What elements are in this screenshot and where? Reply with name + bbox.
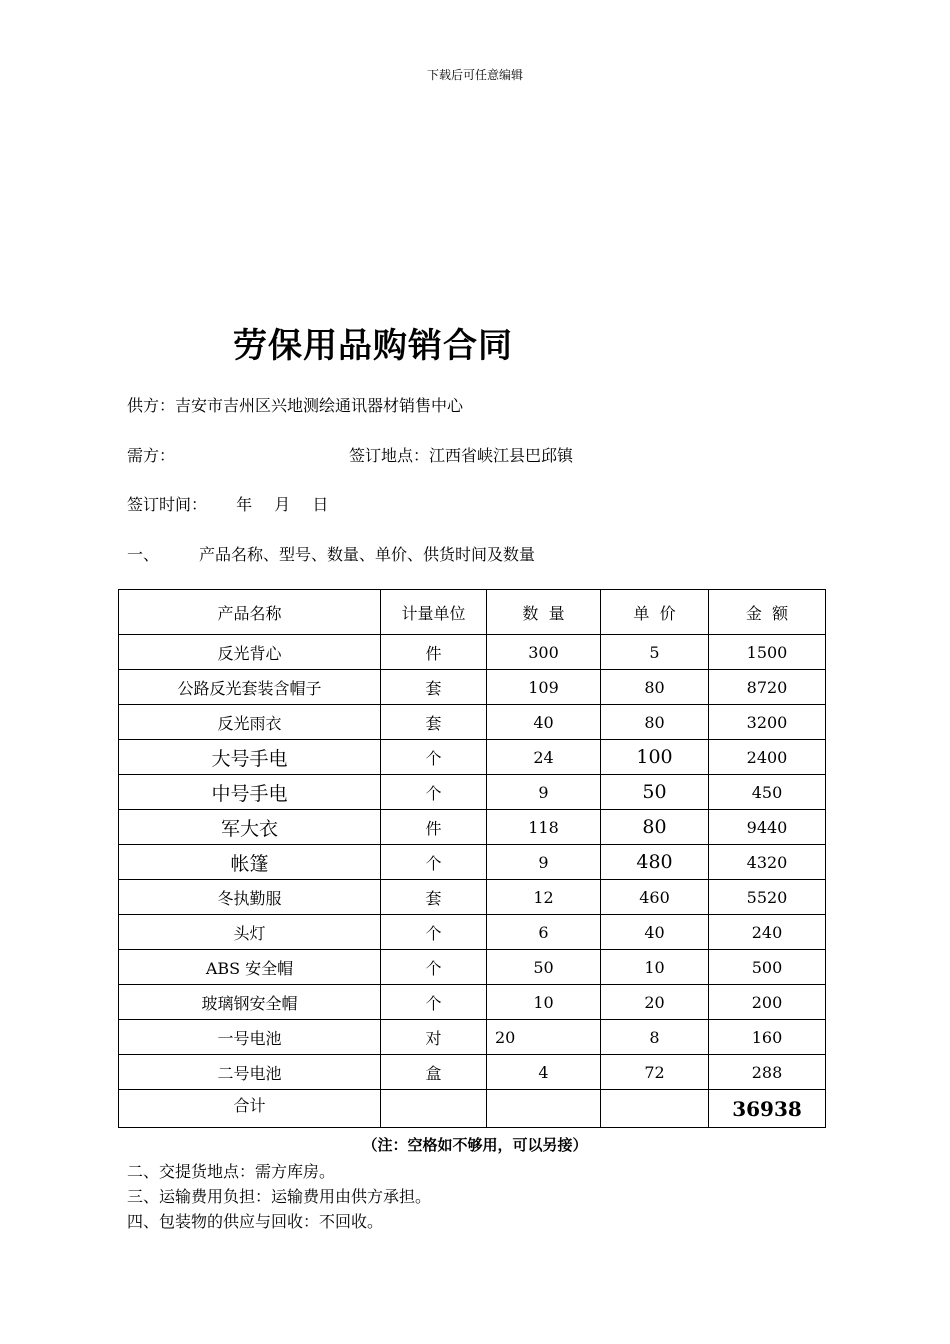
- cell-quantity: 12: [487, 880, 601, 915]
- month-label: 月: [274, 495, 291, 514]
- header-quantity: 数 量: [487, 590, 601, 635]
- cell-quantity: 9: [487, 775, 601, 810]
- cell-product: 中号手电: [119, 775, 381, 810]
- cell-amount: 8720: [709, 670, 826, 705]
- cell-product: 公路反光套装含帽子: [119, 670, 381, 705]
- cell-unit: 盒: [381, 1055, 487, 1090]
- table-row: [119, 705, 826, 740]
- cell-price: 80: [601, 670, 709, 705]
- cell-amount: 5520: [709, 880, 826, 915]
- cell-quantity: 20: [487, 1020, 601, 1055]
- cell-quantity: 6: [487, 915, 601, 950]
- cell-price: 5: [601, 635, 709, 670]
- cell-product: 一号电池: [119, 1020, 381, 1055]
- cell-unit: 个: [381, 985, 487, 1020]
- day-label: 日: [312, 495, 329, 514]
- contract-title: 劳保用品购销合同: [233, 326, 513, 366]
- cell-price: 80: [601, 810, 709, 845]
- cell-unit: 个: [381, 950, 487, 985]
- table-note: （注：空格如不够用，可以另接）: [362, 1136, 588, 1154]
- total-value: 36938: [709, 1090, 826, 1128]
- cell-price: 100: [601, 740, 709, 775]
- cell-amount: 200: [709, 985, 826, 1020]
- table-row: [119, 670, 826, 705]
- clause-4: 四、包装物的供应与回收：不回收。: [127, 1212, 384, 1231]
- empty-cell: [487, 1090, 601, 1128]
- signing-time-line: [127, 492, 345, 515]
- cell-unit: 件: [381, 635, 487, 670]
- cell-product: 冬执勤服: [119, 880, 381, 915]
- cell-unit: 件: [381, 810, 487, 845]
- cell-unit: 套: [381, 670, 487, 705]
- cell-price: 10: [601, 950, 709, 985]
- cell-amount: 4320: [709, 845, 826, 880]
- cell-amount: 160: [709, 1020, 826, 1055]
- cell-price: 20: [601, 985, 709, 1020]
- clause-3: 三、运输费用负担：运输费用由供方承担。: [127, 1187, 432, 1206]
- table-row: [119, 1055, 826, 1090]
- cell-price: 460: [601, 880, 709, 915]
- table-header-row: [119, 590, 826, 635]
- cell-amount: 288: [709, 1055, 826, 1090]
- table-row: [119, 775, 826, 810]
- cell-quantity: 109: [487, 670, 601, 705]
- table-row: [119, 740, 826, 775]
- table-row: [119, 880, 826, 915]
- table-row: [119, 845, 826, 880]
- cell-quantity: 24: [487, 740, 601, 775]
- year-label: 年: [236, 495, 253, 514]
- product-table: [118, 589, 826, 1128]
- cell-price: 72: [601, 1055, 709, 1090]
- cell-product: 头灯: [119, 915, 381, 950]
- cell-product: 大号手电: [119, 740, 381, 775]
- table-total-row: [119, 1090, 826, 1128]
- cell-unit: 个: [381, 915, 487, 950]
- cell-amount: 500: [709, 950, 826, 985]
- header-unit: 计量单位: [381, 590, 487, 635]
- total-label: 合计: [119, 1090, 381, 1128]
- cell-quantity: 300: [487, 635, 601, 670]
- cell-amount: 450: [709, 775, 826, 810]
- supplier-line: 供方：吉安市吉州区兴地测绘通讯器材销售中心: [127, 396, 464, 415]
- cell-product: 二号电池: [119, 1055, 381, 1090]
- cell-product: 玻璃钢安全帽: [119, 985, 381, 1020]
- table-row: [119, 950, 826, 985]
- section-1-text: 产品名称、型号、数量、单价、供货时间及数量: [199, 545, 536, 564]
- cell-unit: 个: [381, 775, 487, 810]
- section-1-number: 一、: [127, 545, 160, 564]
- section-1-heading: [127, 542, 535, 565]
- cell-amount: 3200: [709, 705, 826, 740]
- header-amount: 金 额: [709, 590, 826, 635]
- cell-quantity: 50: [487, 950, 601, 985]
- empty-cell: [381, 1090, 487, 1128]
- cell-amount: 1500: [709, 635, 826, 670]
- cell-unit: 个: [381, 845, 487, 880]
- cell-product: 帐篷: [119, 845, 381, 880]
- cell-product: 反光背心: [119, 635, 381, 670]
- cell-product: 军大衣: [119, 810, 381, 845]
- cell-quantity: 4: [487, 1055, 601, 1090]
- cell-quantity: 9: [487, 845, 601, 880]
- header-unit-price: 单 价: [601, 590, 709, 635]
- cell-unit: 对: [381, 1020, 487, 1055]
- cell-price: 480: [601, 845, 709, 880]
- cell-product: 反光雨衣: [119, 705, 381, 740]
- cell-price: 50: [601, 775, 709, 810]
- cell-quantity: 10: [487, 985, 601, 1020]
- cell-product: ABS 安全帽: [119, 950, 381, 985]
- clause-2: 二、交提货地点：需方库房。: [127, 1162, 336, 1181]
- header-product-name: 产品名称: [119, 590, 381, 635]
- signing-date: [236, 495, 345, 514]
- signing-time-label: 签订时间：: [127, 495, 208, 514]
- buyer-label: 需方：: [127, 446, 176, 465]
- cell-quantity: 40: [487, 705, 601, 740]
- table-row: [119, 915, 826, 950]
- cell-amount: 9440: [709, 810, 826, 845]
- empty-cell: [601, 1090, 709, 1128]
- cell-unit: 套: [381, 705, 487, 740]
- cell-unit: 个: [381, 740, 487, 775]
- cell-quantity: 118: [487, 810, 601, 845]
- table-row: [119, 635, 826, 670]
- signing-place: 签订地点：江西省峡江县巴邱镇: [349, 446, 574, 465]
- table-row: [119, 985, 826, 1020]
- table-row: [119, 1020, 826, 1055]
- cell-price: 40: [601, 915, 709, 950]
- buyer-line: [127, 443, 574, 466]
- cell-amount: 240: [709, 915, 826, 950]
- header-note: 下载后可任意编辑: [426, 68, 523, 82]
- cell-unit: 套: [381, 880, 487, 915]
- cell-amount: 2400: [709, 740, 826, 775]
- cell-price: 8: [601, 1020, 709, 1055]
- cell-price: 80: [601, 705, 709, 740]
- table-row: [119, 810, 826, 845]
